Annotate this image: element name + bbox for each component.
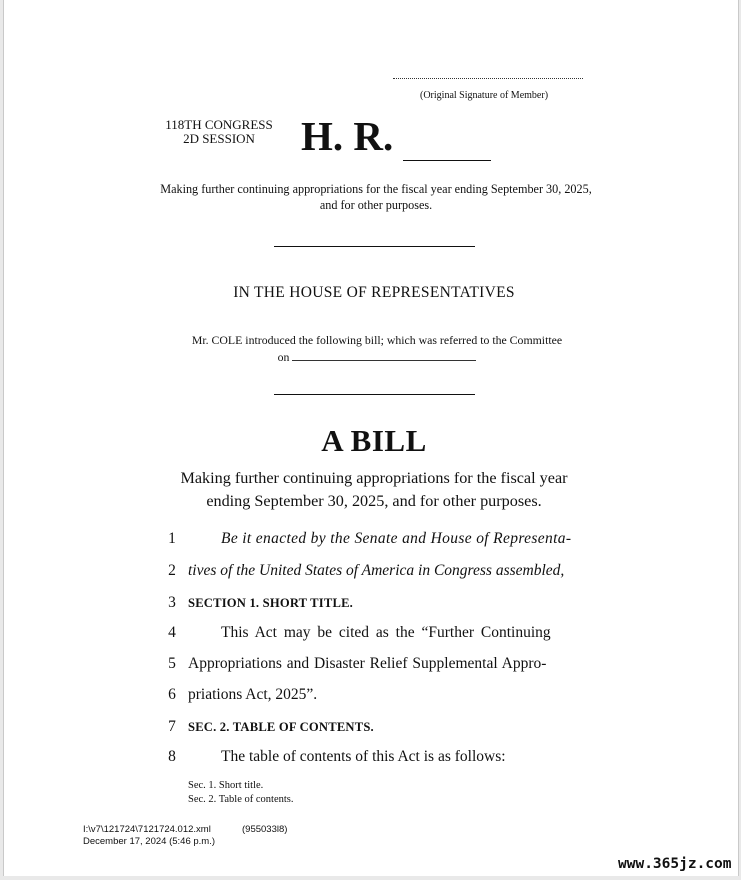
section-text: This Act may be cited as the “Further Continuing: [221, 624, 551, 641]
section-heading: SEC. 2. TABLE OF CONTENTS.: [188, 720, 374, 734]
long-title: [154, 467, 594, 513]
line-number: 4: [168, 624, 176, 641]
session-label: 2D SESSION: [183, 131, 255, 146]
file-path: I:\v7\121724\7121724.012.xml: [83, 824, 211, 835]
document-page: [3, 0, 739, 876]
signature-line: [393, 78, 583, 79]
sponsor-prefix: Mr.: [191, 333, 212, 347]
line-number: 8: [168, 748, 176, 765]
section-text: The table of contents of this Act is as follows:: [221, 748, 506, 765]
section-heading: SECTION 1. SHORT TITLE.: [188, 596, 354, 610]
bill-number-blank: [403, 160, 491, 161]
line-number: 6: [168, 686, 176, 703]
toc-entry: Sec. 2. Table of contents.: [188, 794, 294, 805]
divider: [274, 246, 475, 247]
document-code: (955033l8): [242, 824, 288, 835]
bill-title: A BILL: [321, 423, 427, 458]
section-text: Appropriations and Disaster Relief Supplemental Appro-: [188, 655, 547, 672]
divider: [274, 394, 475, 395]
bill-type: H. R.: [301, 113, 394, 159]
committee-blank: [292, 349, 476, 361]
toc-entry: Sec. 1. Short title.: [188, 780, 264, 791]
enacting-clause: tives of the United States of America in Congress assembled,: [188, 562, 565, 579]
section-text: priations Act, 2025”.: [188, 686, 318, 703]
line-number: 5: [168, 655, 176, 672]
sponsor-name: COLE: [211, 333, 243, 347]
introduction-text: [162, 332, 592, 366]
enacting-clause: Be it enacted by the Senate and House of Representa-: [221, 530, 572, 547]
long-title-line: ending September 30, 2025, and for other purposes.: [206, 492, 542, 510]
committee-on: on: [277, 350, 290, 364]
line-number: 2: [168, 562, 176, 579]
congress-session: [154, 118, 284, 146]
short-description: Making further continuing appropriations for the fiscal year ending September 30, 2025, and for other purposes.: [160, 182, 592, 212]
signature-caption: (Original Signature of Member): [420, 90, 549, 101]
line-number: 1: [168, 530, 176, 547]
watermark: www.365jz.com: [618, 856, 732, 872]
line-number: 3: [168, 594, 176, 611]
long-title-line: Making further continuing appropriations for the fiscal year: [180, 469, 568, 487]
line-number: 7: [168, 718, 176, 735]
congress-label: 118TH CONGRESS: [165, 117, 273, 132]
footer-date: December 17, 2024 (5:46 p.m.): [83, 836, 216, 847]
introduction-body: introduced the following bill; which was referred to the Committee: [242, 333, 563, 347]
chamber-heading: IN THE HOUSE OF REPRESENTATIVES: [233, 284, 515, 301]
